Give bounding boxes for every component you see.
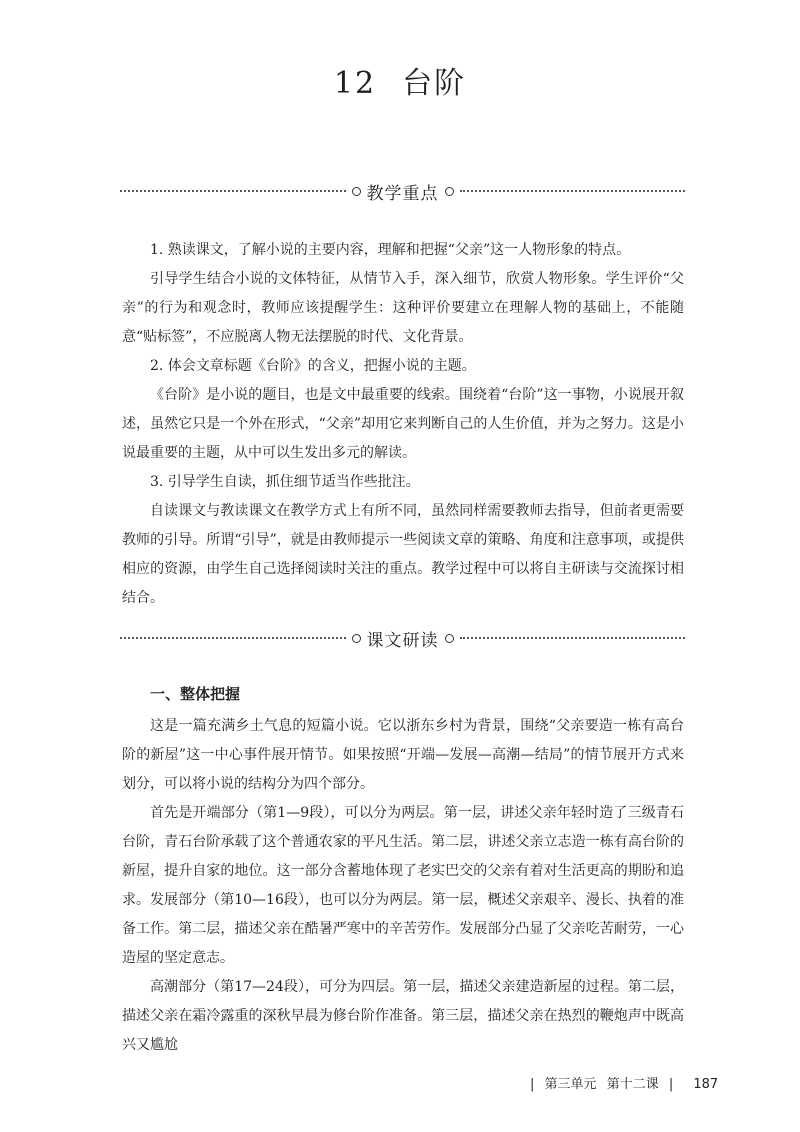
lesson-number: 12 bbox=[333, 66, 377, 101]
focus-paragraph-4: 《台阶》是小说的题目，也是文中最重要的线索。围绕着“台阶”这一事物，小说展开叙述，虽然它只是一个外在形式，“父亲”却用它来判断自己的人生价值，并为之努力。这是小说最重要的主题，从中可以生发出多元的解读。 bbox=[122, 387, 684, 461]
subheading-overall: 一、整体把握 bbox=[150, 685, 241, 703]
page-title bbox=[0, 58, 800, 102]
dotted-rule-left bbox=[120, 637, 346, 639]
reading-paragraph-2: 首先是开端部分（第1—9段），可以分为两层。第一层，讲述父亲年轻时造了三级青石台阶，青石台阶承载了这个普通农家的平凡生活。第二层，讲述父亲立志造一栋有高台阶的新屋，提升自家的地位。这一部分含蓄地体现了老实巴交的父亲有着对生活更高的期盼和追求。 bbox=[122, 805, 684, 908]
footer-bar-left: | bbox=[530, 1077, 535, 1092]
page-footer bbox=[530, 1073, 718, 1092]
dotted-rule-left bbox=[120, 190, 346, 192]
lesson-title: 台阶 bbox=[402, 66, 467, 101]
reading-paragraph-1: 这是一篇充满乡土气息的短篇小说。它以浙东乡村为背景，围绕“父亲要造一栋有高台阶的新屋”这一中心事件展开情节。如果按照“开端—发展—高潮—结局”的情节展开方式来划分，可以将小说的结构分为四个部分。 bbox=[122, 718, 684, 792]
section-heading-label: 课文研读 bbox=[366, 630, 439, 651]
reading-paragraph-3: 发展部分（第10—16段），也可以分为两层。第一层，概述父亲艰辛、漫长、执着的准备工作。第二层，描述父亲在酷暑严寒中的辛苦劳作。发展部分凸显了父亲吃苦耐劳，一心造屋的坚定意志。 bbox=[122, 892, 684, 966]
page-number: 187 bbox=[693, 1077, 719, 1092]
footer-lesson: 第十二课 bbox=[606, 1077, 659, 1092]
footer-bar-right: | bbox=[668, 1077, 674, 1092]
focus-paragraph-1: 1. 熟读课文，了解小说的主要内容，理解和把握“父亲”这一人物形象的特点。 bbox=[150, 242, 631, 258]
circle-ornament-icon bbox=[352, 187, 361, 196]
circle-ornament-icon bbox=[352, 634, 361, 643]
circle-ornament-icon bbox=[445, 634, 454, 643]
focus-paragraph-3: 2. 体会文章标题《台阶》的含义，把握小说的主题。 bbox=[150, 358, 476, 374]
focus-paragraph-2: 引导学生结合小说的文体特征，从情节入手，深入细节，欣赏人物形象。学生评价“父亲”的行为和观念时，教师应该提醒学生：这种评价要建立在理解人物的基础上，不能随意“贴标签”，不应脱离人物无法摆脱的时代、文化背景。 bbox=[122, 271, 684, 345]
dotted-rule-right bbox=[460, 190, 686, 192]
footer-unit: 第三单元 bbox=[544, 1077, 597, 1092]
section-heading-label: 教学重点 bbox=[366, 183, 439, 204]
focus-paragraph-5: 3. 引导学生自读，抓住细节适当作些批注。 bbox=[150, 474, 420, 490]
dotted-rule-right bbox=[460, 637, 686, 639]
section-heading-reading bbox=[120, 626, 685, 650]
section-heading-focus bbox=[120, 179, 685, 203]
reading-paragraph-4: 高潮部分（第17—24段），可分为四层。第一层，描述父亲建造新屋的过程。第二层，描述父亲在霜冷露重的深秋早晨为修台阶作准备。第三层，描述父亲在热烈的鞭炮声中既高兴又尴尬 bbox=[122, 979, 684, 1053]
circle-ornament-icon bbox=[445, 187, 454, 196]
focus-paragraph-6: 自读课文与教读课文在教学方式上有所不同，虽然同样需要教师去指导，但前者更需要教师的引导。所谓“引导”，就是由教师提示一些阅读文章的策略、角度和注意事项，或提供相应的资源，由学生自己选择阅读时关注的重点。教学过程中可以将自主研读与交流探讨相结合。 bbox=[122, 503, 684, 606]
